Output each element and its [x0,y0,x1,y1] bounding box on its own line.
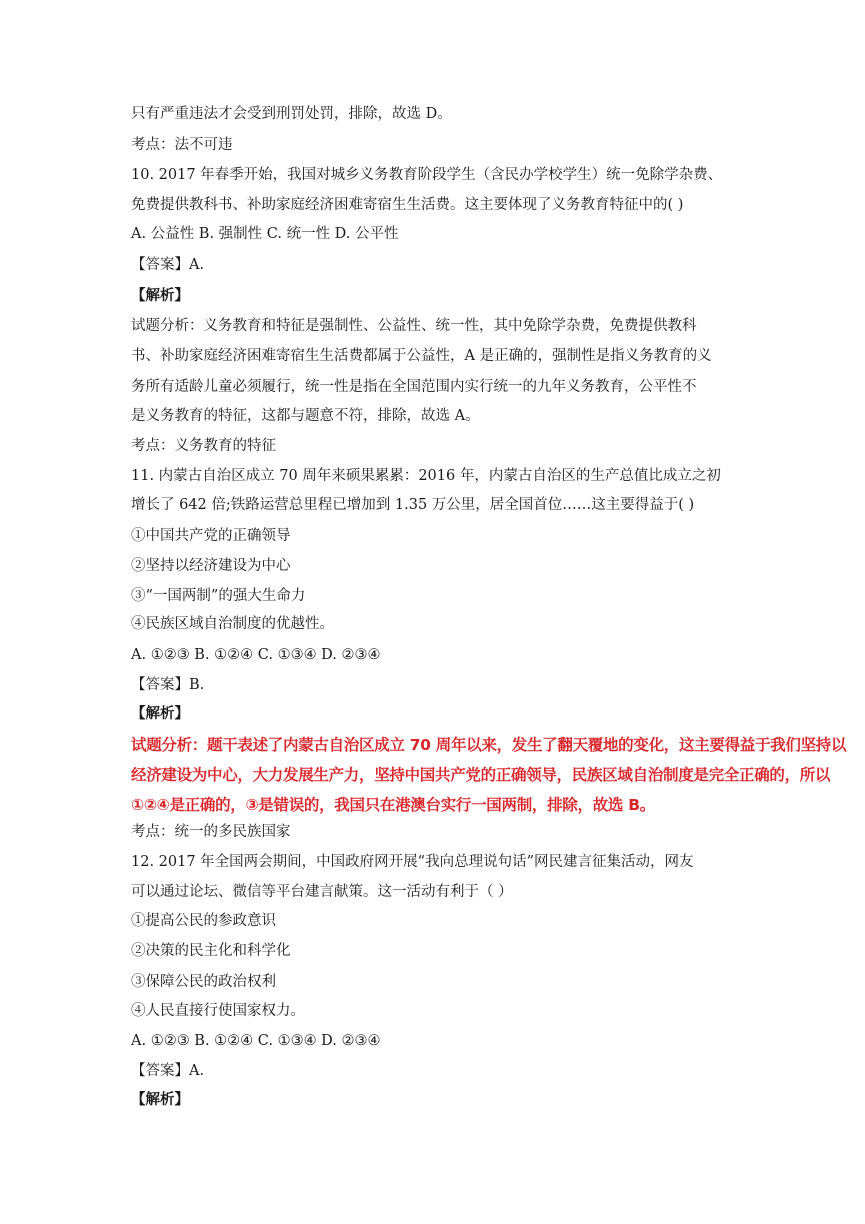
text-line: 12. 2017 年全国两会期间，中国政府网开展“我向总理说句话”网民建言征集活动，网友 [131,854,694,870]
text-line: 考点：法不可违 [131,137,233,153]
text-line: A. 公益性 B. 强制性 C. 统一性 D. 公平性 [131,226,399,242]
text-line: 考点：统一的多民族国家 [131,824,291,840]
text-line: 10. 2017 年春季开始，我国对城乡义务教育阶段学生（含民办学校学生）统一免除学杂费、 [131,167,723,183]
analysis-red-line: 试题分析：题干表述了内蒙古自治区成立 70 周年以来，发生了翻天覆地的变化，这主要得益于我们坚持以 [131,736,847,754]
analysis-label: 【解析】 [131,1091,189,1108]
analysis-red-line: 经济建设为中心，大力发展生产力，坚持中国共产党的正确领导，民族区域自治制度是完全正确的，所以 [131,766,831,784]
answer-label: 【答案】A. [131,1063,205,1079]
text-line: 只有严重违法才会受到刑罚处罚，排除，故选 D。 [131,106,452,122]
text-line: 可以通过论坛、微信等平台建言献策。这一活动有利于（ ） [131,884,513,900]
option-line: ③“一国两制”的强大生命力 [131,588,306,604]
text-line: 是义务教育的特征，这都与题意不符，排除，故选 A。 [131,408,480,424]
analysis-label: 【解析】 [131,287,189,304]
analysis-label: 【解析】 [131,705,189,722]
answer-label: 【答案】A. [131,257,205,273]
text-line: 免费提供教科书、补助家庭经济困难寄宿生生活费。这主要体现了义务教育特征中的( ) [131,197,684,213]
text-line: 增长了 642 倍;铁路运营总里程已增加到 1.35 万公里，居全国首位……这主要得益于( ) [131,497,695,513]
choices-line: A. ①②③ B. ①②④ C. ①③④ D. ②③④ [131,647,381,663]
text-line: 务所有适龄儿童必须履行，统一性是指在全国范围内实行统一的九年义务教育，公平性不 [131,379,697,395]
analysis-red-line: ①②④是正确的，③是错误的，我国只在港澳台实行一国两制，排除，故选 B。 [131,796,655,814]
text-line: 书、补助家庭经济困难寄宿生生活费都属于公益性，A 是正确的，强制性是指义务教育的义 [131,348,712,364]
text-line: 试题分析：义务教育和特征是强制性、公益性、统一性，其中免除学杂费，免费提供教科 [131,318,697,334]
option-line: ②坚持以经济建设为中心 [131,558,291,574]
answer-label: 【答案】B. [131,677,205,693]
text-line: 考点：义务教育的特征 [131,438,276,454]
option-line: ④人民直接行使国家权力。 [131,1003,305,1019]
choices-line: A. ①②③ B. ①②④ C. ①③④ D. ②③④ [131,1033,381,1049]
option-line: ②决策的民主化和科学化 [131,943,291,959]
option-line: ④民族区域自治制度的优越性。 [131,616,334,632]
text-line: 11. 内蒙古自治区成立 70 周年来硕果累累：2016 年，内蒙古自治区的生产总值比成立之初 [131,468,721,484]
option-line: ③保障公民的政治权利 [131,974,276,990]
option-line: ①提高公民的参政意识 [131,913,276,929]
option-line: ①中国共产党的正确领导 [131,528,291,544]
